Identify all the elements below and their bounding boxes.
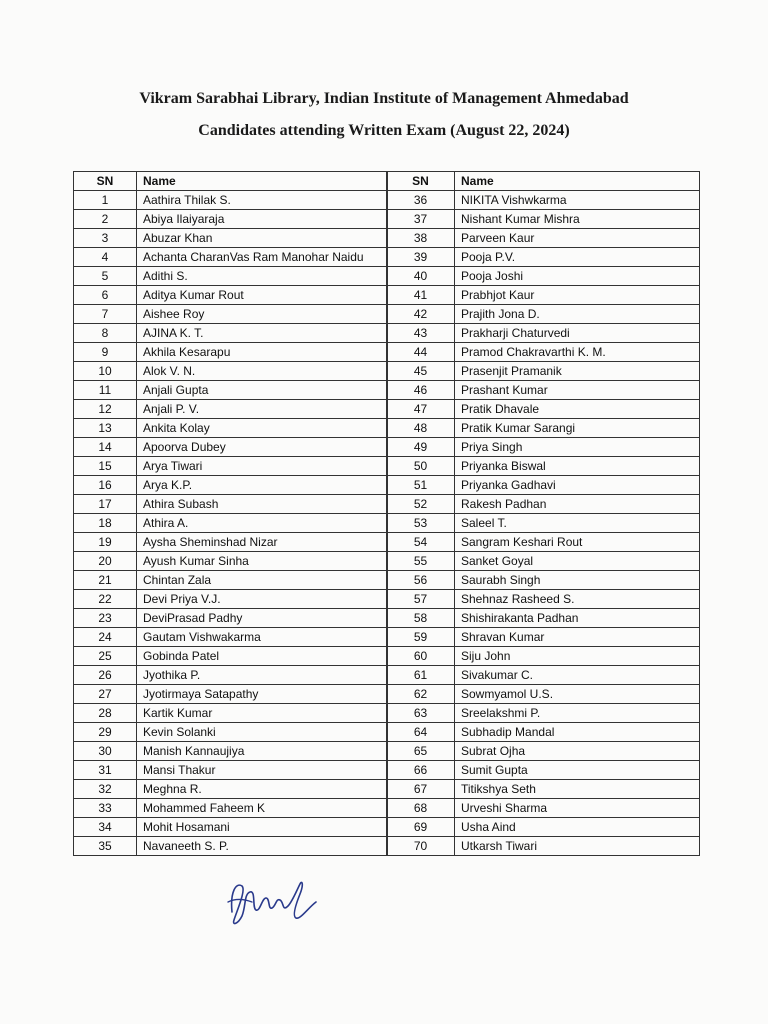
serial-number-cell: 45	[387, 362, 455, 381]
serial-number-cell: 57	[387, 590, 455, 609]
candidate-name-cell: NIKITA Vishwkarma	[455, 191, 700, 210]
table-row	[387, 723, 700, 742]
candidate-name-cell: Shehnaz Rasheed S.	[455, 590, 700, 609]
table-header-row	[387, 172, 700, 191]
candidate-name-cell: Abiya Ilaiyaraja	[137, 210, 388, 229]
table-row	[74, 666, 388, 685]
candidate-name-cell: Aditya Kumar Rout	[137, 286, 388, 305]
candidate-name-cell: Athira A.	[137, 514, 388, 533]
serial-number-cell: 42	[387, 305, 455, 324]
serial-number-cell: 18	[74, 514, 137, 533]
serial-number-cell: 26	[74, 666, 137, 685]
candidate-name-cell: Ayush Kumar Sinha	[137, 552, 388, 571]
candidate-name-cell: Subhadip Mandal	[455, 723, 700, 742]
table-row	[74, 191, 388, 210]
table-row	[387, 362, 700, 381]
table-row	[74, 742, 388, 761]
candidate-name-cell: Subrat Ojha	[455, 742, 700, 761]
candidate-name-cell: Prashant Kumar	[455, 381, 700, 400]
table-row	[74, 362, 388, 381]
candidate-name-cell: Jyotirmaya Satapathy	[137, 685, 388, 704]
table-row	[387, 818, 700, 837]
table-row	[74, 495, 388, 514]
candidate-name-cell: Mohit Hosamani	[137, 818, 388, 837]
candidate-name-cell: Anjali P. V.	[137, 400, 388, 419]
serial-number-cell: 49	[387, 438, 455, 457]
serial-number-cell: 64	[387, 723, 455, 742]
candidate-name-cell: Pratik Kumar Sarangi	[455, 419, 700, 438]
table-row	[387, 685, 700, 704]
candidates-table-right	[386, 171, 700, 856]
serial-number-cell: 32	[74, 780, 137, 799]
table-row	[74, 381, 388, 400]
table-row	[74, 723, 388, 742]
candidate-name-cell: Kartik Kumar	[137, 704, 388, 723]
table-row	[74, 799, 388, 818]
table-row	[387, 780, 700, 799]
table-row	[74, 571, 388, 590]
candidate-name-cell: Rakesh Padhan	[455, 495, 700, 514]
serial-number-cell: 7	[74, 305, 137, 324]
candidate-name-cell: Mansi Thakur	[137, 761, 388, 780]
candidate-name-cell: Sanket Goyal	[455, 552, 700, 571]
table-row	[387, 305, 700, 324]
candidate-name-cell: Adithi S.	[137, 267, 388, 286]
table-row	[387, 837, 700, 856]
serial-number-cell: 61	[387, 666, 455, 685]
serial-number-cell: 2	[74, 210, 137, 229]
serial-number-cell: 38	[387, 229, 455, 248]
serial-number-cell: 66	[387, 761, 455, 780]
candidate-name-cell: Priyanka Biswal	[455, 457, 700, 476]
candidate-name-cell: Prakharji Chaturvedi	[455, 324, 700, 343]
candidate-name-cell: Aishee Roy	[137, 305, 388, 324]
candidate-name-cell: Chintan Zala	[137, 571, 388, 590]
table-row	[387, 381, 700, 400]
serial-number-cell: 60	[387, 647, 455, 666]
candidate-name-cell: Meghna R.	[137, 780, 388, 799]
sn-column-header: SN	[387, 172, 455, 191]
candidate-name-cell: Aysha Sheminshad Nizar	[137, 533, 388, 552]
candidate-name-cell: Sreelakshmi P.	[455, 704, 700, 723]
serial-number-cell: 22	[74, 590, 137, 609]
serial-number-cell: 12	[74, 400, 137, 419]
candidate-name-cell: Akhila Kesarapu	[137, 343, 388, 362]
serial-number-cell: 11	[74, 381, 137, 400]
candidate-name-cell: Shishirakanta Padhan	[455, 609, 700, 628]
table-row	[74, 514, 388, 533]
candidate-name-cell: Arya Tiwari	[137, 457, 388, 476]
serial-number-cell: 28	[74, 704, 137, 723]
table-row	[74, 628, 388, 647]
serial-number-cell: 59	[387, 628, 455, 647]
table-row	[74, 343, 388, 362]
serial-number-cell: 56	[387, 571, 455, 590]
table-row	[74, 837, 388, 856]
serial-number-cell: 25	[74, 647, 137, 666]
table-row	[74, 685, 388, 704]
serial-number-cell: 9	[74, 343, 137, 362]
candidate-name-cell: Aathira Thilak S.	[137, 191, 388, 210]
serial-number-cell: 48	[387, 419, 455, 438]
candidate-name-cell: Apoorva Dubey	[137, 438, 388, 457]
candidate-name-cell: Prasenjit Pramanik	[455, 362, 700, 381]
serial-number-cell: 21	[74, 571, 137, 590]
sn-column-header: SN	[74, 172, 137, 191]
candidate-name-cell: Priyanka Gadhavi	[455, 476, 700, 495]
table-row	[74, 324, 388, 343]
table-row	[74, 476, 388, 495]
table-row	[387, 400, 700, 419]
signature-icon	[222, 872, 322, 930]
candidate-name-cell: Manish Kannaujiya	[137, 742, 388, 761]
table-row	[74, 647, 388, 666]
candidate-name-cell: Siju John	[455, 647, 700, 666]
serial-number-cell: 65	[387, 742, 455, 761]
serial-number-cell: 58	[387, 609, 455, 628]
candidate-name-cell: Mohammed Faheem K	[137, 799, 388, 818]
table-row	[74, 400, 388, 419]
serial-number-cell: 27	[74, 685, 137, 704]
candidate-name-cell: Sivakumar C.	[455, 666, 700, 685]
table-row	[387, 324, 700, 343]
serial-number-cell: 44	[387, 343, 455, 362]
candidate-name-cell: AJINA K. T.	[137, 324, 388, 343]
serial-number-cell: 70	[387, 837, 455, 856]
serial-number-cell: 47	[387, 400, 455, 419]
table-row	[74, 457, 388, 476]
library-title: Vikram Sarabhai Library, Indian Institute of Management Ahmedabad	[139, 90, 629, 107]
serial-number-cell: 37	[387, 210, 455, 229]
table-row	[387, 647, 700, 666]
candidates-table-left	[73, 171, 388, 856]
candidate-name-cell: Saurabh Singh	[455, 571, 700, 590]
serial-number-cell: 68	[387, 799, 455, 818]
candidate-name-cell: Usha Aind	[455, 818, 700, 837]
table-row	[387, 742, 700, 761]
table-row	[74, 210, 388, 229]
table-row	[387, 704, 700, 723]
table-row	[74, 248, 388, 267]
table-row	[74, 419, 388, 438]
serial-number-cell: 17	[74, 495, 137, 514]
table-row	[387, 552, 700, 571]
serial-number-cell: 54	[387, 533, 455, 552]
serial-number-cell: 52	[387, 495, 455, 514]
serial-number-cell: 33	[74, 799, 137, 818]
candidate-name-cell: Pratik Dhavale	[455, 400, 700, 419]
serial-number-cell: 46	[387, 381, 455, 400]
candidate-name-cell: Athira Subash	[137, 495, 388, 514]
candidate-name-cell: Gautam Vishwakarma	[137, 628, 388, 647]
candidate-name-cell: Abuzar Khan	[137, 229, 388, 248]
table-row	[387, 628, 700, 647]
name-column-header: Name	[455, 172, 700, 191]
serial-number-cell: 40	[387, 267, 455, 286]
serial-number-cell: 30	[74, 742, 137, 761]
table-row	[387, 248, 700, 267]
candidate-name-cell: Gobinda Patel	[137, 647, 388, 666]
serial-number-cell: 29	[74, 723, 137, 742]
table-row	[74, 780, 388, 799]
table-row	[74, 533, 388, 552]
serial-number-cell: 55	[387, 552, 455, 571]
serial-number-cell: 53	[387, 514, 455, 533]
table-row	[387, 609, 700, 628]
candidate-name-cell: Arya K.P.	[137, 476, 388, 495]
candidate-name-cell: Sangram Keshari Rout	[455, 533, 700, 552]
serial-number-cell: 14	[74, 438, 137, 457]
table-row	[74, 438, 388, 457]
table-row	[387, 457, 700, 476]
serial-number-cell: 6	[74, 286, 137, 305]
table-row	[387, 799, 700, 818]
table-row	[387, 666, 700, 685]
exam-title: Candidates attending Written Exam (August 22, 2024)	[198, 122, 570, 139]
serial-number-cell: 15	[74, 457, 137, 476]
table-row	[387, 533, 700, 552]
candidate-name-cell: Nishant Kumar Mishra	[455, 210, 700, 229]
table-row	[387, 495, 700, 514]
table-row	[74, 267, 388, 286]
candidate-name-cell: Sowmyamol U.S.	[455, 685, 700, 704]
candidate-name-cell: Priya Singh	[455, 438, 700, 457]
serial-number-cell: 69	[387, 818, 455, 837]
serial-number-cell: 13	[74, 419, 137, 438]
serial-number-cell: 51	[387, 476, 455, 495]
candidate-name-cell: Parveen Kaur	[455, 229, 700, 248]
table-row	[387, 571, 700, 590]
serial-number-cell: 24	[74, 628, 137, 647]
serial-number-cell: 4	[74, 248, 137, 267]
serial-number-cell: 41	[387, 286, 455, 305]
serial-number-cell: 43	[387, 324, 455, 343]
table-row	[74, 704, 388, 723]
table-row	[387, 419, 700, 438]
table-row	[74, 590, 388, 609]
name-column-header: Name	[137, 172, 388, 191]
serial-number-cell: 34	[74, 818, 137, 837]
candidate-name-cell: Utkarsh Tiwari	[455, 837, 700, 856]
table-row	[387, 761, 700, 780]
serial-number-cell: 19	[74, 533, 137, 552]
candidate-name-cell: Kevin Solanki	[137, 723, 388, 742]
table-header-row	[74, 172, 388, 191]
candidate-name-cell: Pramod Chakravarthi K. M.	[455, 343, 700, 362]
table-row	[387, 343, 700, 362]
candidate-name-cell: Alok V. N.	[137, 362, 388, 381]
candidate-name-cell: Ankita Kolay	[137, 419, 388, 438]
table-row	[74, 286, 388, 305]
candidate-name-cell: Titikshya Seth	[455, 780, 700, 799]
table-row	[74, 761, 388, 780]
serial-number-cell: 23	[74, 609, 137, 628]
serial-number-cell: 8	[74, 324, 137, 343]
serial-number-cell: 3	[74, 229, 137, 248]
candidate-name-cell: Jyothika P.	[137, 666, 388, 685]
serial-number-cell: 62	[387, 685, 455, 704]
table-row	[387, 590, 700, 609]
table-row	[387, 191, 700, 210]
candidate-name-cell: Navaneeth S. P.	[137, 837, 388, 856]
table-row	[74, 305, 388, 324]
table-row	[74, 818, 388, 837]
table-row	[387, 267, 700, 286]
candidate-name-cell: Shravan Kumar	[455, 628, 700, 647]
table-row	[74, 552, 388, 571]
candidate-name-cell: Anjali Gupta	[137, 381, 388, 400]
serial-number-cell: 67	[387, 780, 455, 799]
table-row	[387, 210, 700, 229]
table-row	[74, 609, 388, 628]
table-row	[387, 476, 700, 495]
candidate-name-cell: Prajith Jona D.	[455, 305, 700, 324]
table-row	[74, 229, 388, 248]
table-row	[387, 514, 700, 533]
serial-number-cell: 16	[74, 476, 137, 495]
serial-number-cell: 5	[74, 267, 137, 286]
serial-number-cell: 39	[387, 248, 455, 267]
table-row	[387, 438, 700, 457]
serial-number-cell: 35	[74, 837, 137, 856]
candidate-name-cell: Prabhjot Kaur	[455, 286, 700, 305]
candidate-name-cell: Urveshi Sharma	[455, 799, 700, 818]
candidate-name-cell: DeviPrasad Padhy	[137, 609, 388, 628]
serial-number-cell: 63	[387, 704, 455, 723]
serial-number-cell: 36	[387, 191, 455, 210]
serial-number-cell: 10	[74, 362, 137, 381]
serial-number-cell: 20	[74, 552, 137, 571]
candidate-name-cell: Devi Priya V.J.	[137, 590, 388, 609]
candidate-name-cell: Pooja Joshi	[455, 267, 700, 286]
table-row	[387, 229, 700, 248]
candidate-name-cell: Pooja P.V.	[455, 248, 700, 267]
serial-number-cell: 31	[74, 761, 137, 780]
serial-number-cell: 50	[387, 457, 455, 476]
serial-number-cell: 1	[74, 191, 137, 210]
candidate-name-cell: Achanta CharanVas Ram Manohar Naidu	[137, 248, 388, 267]
candidate-name-cell: Saleel T.	[455, 514, 700, 533]
table-row	[387, 286, 700, 305]
candidate-name-cell: Sumit Gupta	[455, 761, 700, 780]
